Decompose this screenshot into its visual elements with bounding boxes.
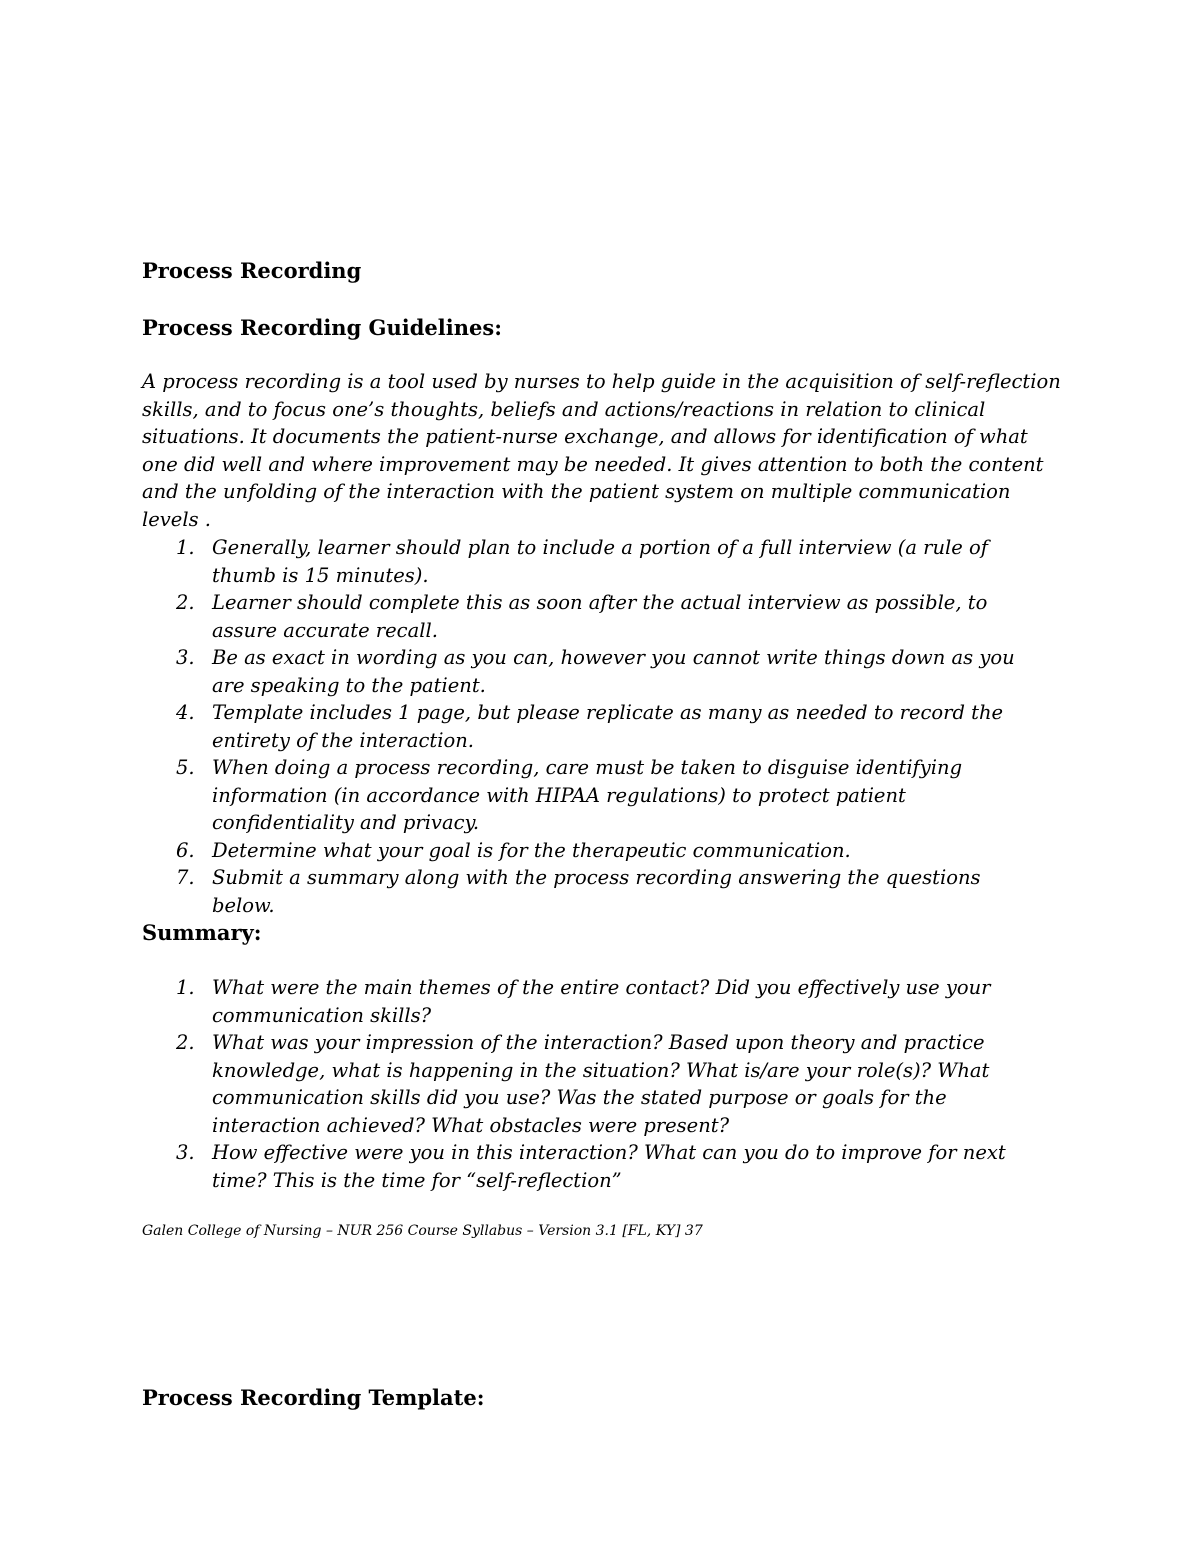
list-number: 2. xyxy=(176,1031,195,1054)
list-number: 1. xyxy=(176,976,195,999)
list-text: When doing a process recording, care must be taken to disguise identifying information (in accordance with HIPAA regulations) to protect patient confidentiality and privacy. xyxy=(212,756,963,834)
list-text: Be as exact in wording as you can, however you cannot write things down as you are speaking to the patient. xyxy=(212,646,1015,697)
list-item xyxy=(142,864,1042,919)
summary-heading: Summary: xyxy=(142,920,262,945)
list-text: Learner should complete this as soon after the actual interview as possible, to assure accurate recall. xyxy=(212,591,988,642)
list-number: 5. xyxy=(176,756,195,779)
list-number: 2. xyxy=(176,591,195,614)
list-item xyxy=(142,1139,1042,1194)
list-text: Determine what your goal is for the therapeutic communication. xyxy=(212,838,851,862)
list-item xyxy=(142,1029,1042,1139)
guidelines-heading: Process Recording Guidelines: xyxy=(142,315,502,340)
list-item xyxy=(142,534,1042,589)
list-text: Template includes 1 page, but please replicate as many as needed to record the entirety of the interaction. xyxy=(212,701,1004,752)
list-item xyxy=(142,974,1042,1029)
list-item xyxy=(142,754,1042,837)
list-number: 7. xyxy=(176,866,195,889)
summary-list xyxy=(142,974,1042,1194)
list-text: Generally, learner should plan to include a portion of a full interview (a rule of thumb is 15 minutes). xyxy=(212,536,988,587)
list-number: 6. xyxy=(176,838,195,862)
template-heading: Process Recording Template: xyxy=(142,1385,485,1410)
list-number: 3. xyxy=(176,646,195,669)
guidelines-list xyxy=(142,534,1042,919)
list-item xyxy=(142,589,1042,644)
list-item xyxy=(142,699,1042,754)
intro-paragraph: A process recording is a tool used by nurses to help guide in the acquisition of self-reflection skills, and to focus one’s thoughts, beliefs and actions/reactions in relation to clinical situations. It documents the patient-nurse exchange, and allows for identification of what one did well and where improvement may be needed. It gives attention to both the content and the unfolding of the interaction with the patient system on multiple communication levels . xyxy=(142,370,1061,531)
list-number: 3. xyxy=(176,1141,195,1164)
list-number: 1. xyxy=(176,536,195,559)
page-footer: Galen College of Nursing – NUR 256 Course Syllabus – Version 3.1 [FL, KY] 37 xyxy=(142,1223,703,1239)
list-text: What was your impression of the interaction? Based upon theory and practice knowledge, what is happening in the situation? What is/are your role(s)? What communication skills did you use? Was the stated purpose or goals for the interaction achieved? What obstacles were present? xyxy=(212,1031,990,1137)
page-title: Process Recording xyxy=(142,258,362,283)
list-text: How effective were you in this interaction? What can you do to improve for next time? This is the time for “self-reflection” xyxy=(212,1141,1006,1192)
list-item xyxy=(142,837,1042,865)
list-text: Submit a summary along with the process recording answering the questions below. xyxy=(212,866,981,917)
list-number: 4. xyxy=(176,701,195,724)
list-text: What were the main themes of the entire contact? Did you effectively use your communication skills? xyxy=(212,976,991,1027)
list-item xyxy=(142,644,1042,699)
